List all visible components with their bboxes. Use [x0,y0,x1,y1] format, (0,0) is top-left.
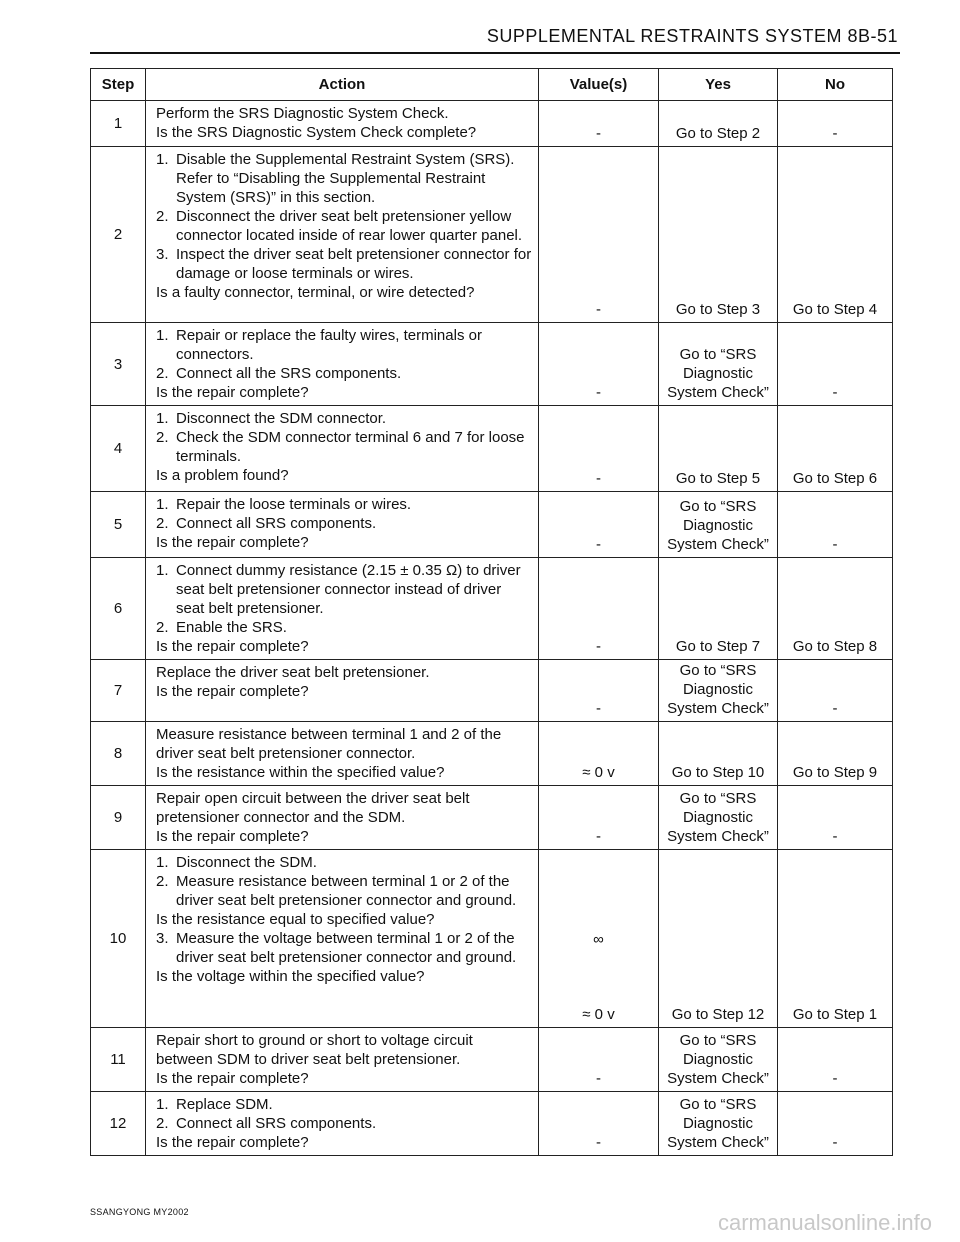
col-header-yes: Yes [659,69,778,101]
action-step-item [156,872,532,910]
action-step-item [156,326,532,364]
step-number: 9 [91,786,146,850]
value-text: - [596,125,601,142]
action-step-number: 2. [156,365,169,382]
action-step-number: 2. [156,1115,169,1132]
yes-text: Go to “SRS [679,1096,757,1113]
value-cell [539,101,659,147]
yes-text: Diagnostic [682,1051,754,1068]
step-number: 1 [91,101,146,147]
step-number: 5 [91,492,146,558]
yes-text: System Check” [667,1134,769,1151]
col-header-values: Value(s) [539,69,659,101]
action-step-item [156,364,532,383]
table-row [91,786,893,850]
action-step-item [156,409,532,428]
no-cell [778,660,893,722]
yes-cell [659,558,778,660]
value-cell [539,660,659,722]
table-row [91,1092,893,1156]
action-cell [146,406,539,492]
action-step-number: 1. [156,151,169,168]
action-question: Is the repair complete? [156,1070,309,1087]
no-cell [778,558,893,660]
action-step-text: Inspect the driver seat belt pretensioner connector for damage or loose terminals or wires. [176,246,532,282]
action-cell [146,1092,539,1156]
table-body [91,101,893,1156]
action-cell [146,101,539,147]
step-number: 10 [91,850,146,1028]
no-text: - [832,700,838,717]
no-text: - [832,1070,838,1087]
value-cell [539,323,659,406]
no-text: Go to Step 4 [792,301,878,318]
table-row [91,558,893,660]
no-text: - [832,536,838,553]
yes-text: System Check” [667,1070,769,1087]
no-cell [778,722,893,786]
yes-text: Go to Step 3 [675,301,761,318]
page-header: SUPPLEMENTAL RESTRAINTS SYSTEM 8B-51 [486,26,898,46]
table-row [91,722,893,786]
action-question: Repair open circuit between the driver seat belt pretensioner connector and the SDM. [156,790,470,826]
yes-cell [659,406,778,492]
value-text: - [596,700,601,717]
action-cell [146,1028,539,1092]
yes-text: Diagnostic [682,809,754,826]
action-question: Is the SRS Diagnostic System Check complete? [156,124,477,141]
no-cell [778,786,893,850]
yes-cell [659,660,778,722]
yes-text: Diagnostic [682,517,754,534]
yes-cell [659,850,778,1028]
action-question: Is the repair complete? [156,534,309,551]
action-step-text: Measure resistance between terminal 1 or 2 of the driver seat belt pretensioner connector and ground. [176,873,517,909]
step-number: 7 [91,660,146,722]
value-text: - [596,1134,601,1151]
action-step-item [156,853,532,872]
yes-text: Go to “SRS [679,498,757,515]
yes-text: Diagnostic [682,365,754,382]
step-number: 6 [91,558,146,660]
action-cell [146,850,539,1028]
step-number: 2 [91,147,146,323]
yes-text: Go to “SRS [679,662,757,679]
yes-text: Diagnostic [682,681,754,698]
action-question: Replace the driver seat belt pretensioner. [156,664,430,681]
action-step-item [156,428,532,466]
action-question: Is a problem found? [156,467,289,484]
yes-cell [659,101,778,147]
action-step-number: 2. [156,208,169,225]
yes-text: Go to “SRS [679,1032,757,1049]
action-step-text: Connect all SRS components. [176,1115,377,1132]
action-step-number: 3. [156,246,169,263]
action-step-item [156,618,532,637]
value-cell [539,850,659,1028]
action-question: Measure resistance between terminal 1 and 2 of the driver seat belt pretensioner connector. [156,726,502,762]
value-cell [539,147,659,323]
step-number: 3 [91,323,146,406]
table-row [91,323,893,406]
yes-text: System Check” [667,384,769,401]
yes-text: Diagnostic [682,1115,754,1132]
action-cell [146,147,539,323]
action-step-number: 1. [156,327,169,344]
yes-text: Go to Step 7 [675,638,761,655]
action-step-item [156,207,532,245]
action-step-text: Connect all SRS components. [176,515,377,532]
action-step-text: Connect dummy resistance (2.15 ± 0.35 Ω) to driver seat belt pretensioner connector instead of driver seat belt pretensioner. [176,562,521,617]
action-cell [146,722,539,786]
action-step-item [156,929,532,967]
value-cell [539,1092,659,1156]
value-cell [539,406,659,492]
col-header-no: No [778,69,893,101]
action-step-text: Replace SDM. [176,1096,273,1113]
no-cell [778,147,893,323]
no-cell [778,850,893,1028]
no-text: - [832,828,838,845]
yes-text: System Check” [667,536,769,553]
yes-text: Go to Step 10 [671,764,765,781]
no-text: Go to Step 1 [792,1006,878,1023]
no-cell [778,492,893,558]
action-question: Is the repair complete? [156,828,309,845]
action-step-item [156,245,532,283]
action-step-item [156,1114,532,1133]
table-row [91,1028,893,1092]
yes-cell [659,1028,778,1092]
action-cell [146,558,539,660]
table-row [91,147,893,323]
value-text: - [596,384,601,401]
action-step-text: Disconnect the SDM connector. [176,410,387,427]
value-text: ≈ 0 v [582,1006,615,1023]
action-step-number: 2. [156,515,169,532]
watermark: carmanualsonline.info [717,1210,932,1235]
action-step-text: Repair the loose terminals or wires. [176,496,412,513]
no-text: - [832,125,838,142]
col-header-step: Step [91,69,146,101]
value-text: ≈ 0 v [582,764,615,781]
table-row [91,101,893,147]
action-step-item [156,561,532,618]
diagnostic-table [90,68,893,1156]
action-step-text: Repair or replace the faulty wires, terminals or connectors. [176,327,482,363]
no-cell [778,406,893,492]
value-text: ∞ [593,931,604,948]
col-header-action: Action [146,69,539,101]
yes-cell [659,323,778,406]
header-rule [90,52,900,54]
value-text: - [596,1070,601,1087]
action-cell [146,323,539,406]
table-row [91,406,893,492]
action-step-text: Disconnect the SDM. [176,854,317,871]
yes-cell [659,786,778,850]
action-step-number: 2. [156,619,169,636]
action-step-number: 1. [156,410,169,427]
action-cell [146,492,539,558]
action-question: Is the resistance within the specified value? [156,764,445,781]
step-number: 8 [91,722,146,786]
action-step-number: 2. [156,429,169,446]
action-step-number: 1. [156,854,169,871]
yes-text: Go to Step 12 [671,1006,765,1023]
action-step-text: Disconnect the driver seat belt pretensioner yellow connector located inside of rear lower quarter panel. [176,208,523,244]
action-step-number: 3. [156,930,169,947]
action-cell [146,786,539,850]
action-question: Perform the SRS Diagnostic System Check. [156,105,449,122]
value-cell [539,722,659,786]
action-step-item [156,514,532,533]
value-text: - [596,536,601,553]
no-text: - [832,384,838,401]
action-step-item [156,1095,532,1114]
yes-text: Go to Step 2 [675,125,761,142]
yes-cell [659,147,778,323]
action-step-text: Check the SDM connector terminal 6 and 7 for loose terminals. [176,429,525,465]
action-question: Repair short to ground or short to voltage circuit between SDM to driver seat belt pretensioner. [156,1032,473,1068]
value-cell [539,786,659,850]
value-text: - [596,638,601,655]
no-text: - [832,1134,838,1151]
action-step-text: Enable the SRS. [176,619,287,636]
no-text: Go to Step 6 [792,470,878,487]
action-step-text: Disable the Supplemental Restraint System (SRS). Refer to “Disabling the Supplemental Restraint System (SRS)” in this section. [176,151,515,206]
yes-text: System Check” [667,828,769,845]
footer-text: SSANGYONG MY2002 [90,1207,189,1217]
step-number: 11 [91,1028,146,1092]
action-step-item [156,150,532,207]
action-step-number: 1. [156,562,169,579]
step-number: 4 [91,406,146,492]
table-row [91,660,893,722]
no-cell [778,101,893,147]
action-question: Is the voltage within the specified value? [156,968,425,985]
yes-text: System Check” [667,700,769,717]
no-cell [778,1092,893,1156]
action-step-text: Connect all the SRS components. [176,365,402,382]
no-text: Go to Step 8 [792,638,878,655]
action-step-number: 2. [156,873,169,890]
action-question: Is the repair complete? [156,1134,309,1151]
no-text: Go to Step 9 [792,764,878,781]
value-cell [539,558,659,660]
yes-cell [659,492,778,558]
value-cell [539,1028,659,1092]
yes-cell [659,1092,778,1156]
step-number: 12 [91,1092,146,1156]
yes-cell [659,722,778,786]
value-cell [539,492,659,558]
table-header-row [91,69,893,101]
action-step-number: 1. [156,496,169,513]
action-question: Is the repair complete? [156,638,309,655]
action-question: Is the repair complete? [156,683,309,700]
action-question: Is the resistance equal to specified value? [156,911,435,928]
yes-text: Go to Step 5 [675,470,761,487]
action-cell [146,660,539,722]
yes-text: Go to “SRS [679,790,757,807]
action-step-text: Measure the voltage between terminal 1 or 2 of the driver seat belt pretensioner connector and ground. [176,930,517,966]
yes-text: Go to “SRS [679,346,757,363]
action-question: Is the repair complete? [156,384,309,401]
value-text: - [596,828,601,845]
action-step-number: 1. [156,1096,169,1113]
no-cell [778,1028,893,1092]
table-row [91,850,893,1028]
value-text: - [596,470,601,487]
action-question: Is a faulty connector, terminal, or wire detected? [156,284,475,301]
no-cell [778,323,893,406]
action-step-item [156,495,532,514]
value-text: - [596,301,601,318]
table-row [91,492,893,558]
